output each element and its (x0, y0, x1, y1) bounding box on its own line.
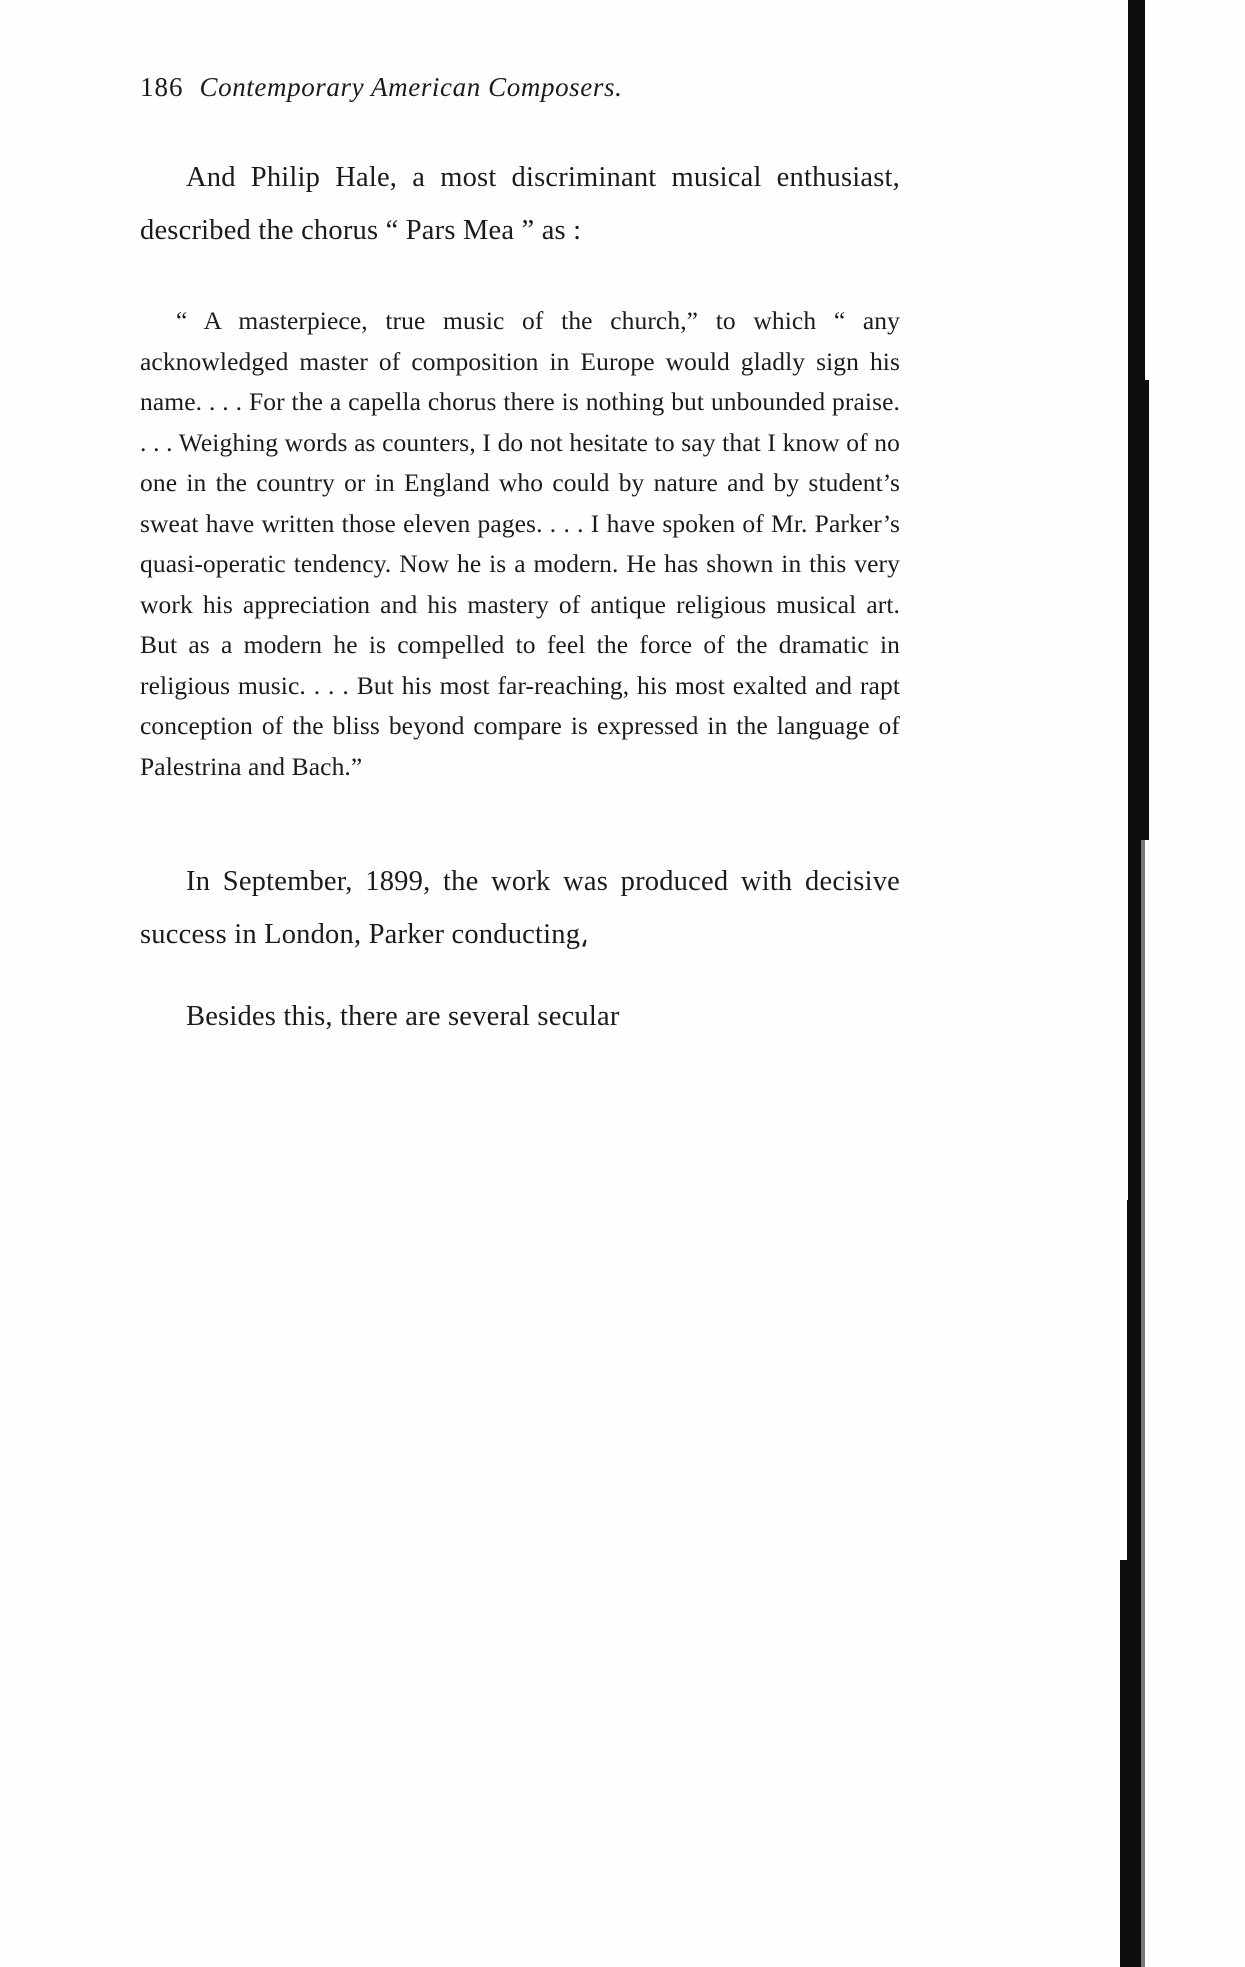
paragraph-besides-this: Besides this, there are several secular (186, 1000, 620, 1032)
page-content (140, 0, 900, 1071)
paragraph-september-1899: In September, 1899, the work was produced with decisive success in London, Parker conducting⸲ (140, 866, 900, 950)
scan-edge-shadow (1115, 0, 1245, 1967)
running-title: Contemporary American Composers. (199, 72, 623, 102)
running-head (140, 72, 900, 103)
block-quotation-hale-review: “ A masterpiece, true music of the church,” to which “ any acknowledged master of composition in Europe would gladly sign his name. . . . For the a capella chorus there is nothing but unbounded praise. . . . Weighing words as counters, I do not hesitate to say that I know of no one in the country or in England who could by nature and by student’s sweat have written those eleven pages. . . . I have spoken of Mr. Parker’s quasi-operatic tendency. Now he is a modern. He has shown in this very work his appreciation and his mastery of antique religious musical art. But as a modern he is compelled to feel the force of the dramatic in religious music. . . . But his most far-reaching, his most exalted and rapt conception of the bliss beyond compare is expressed in the language of Palestrina and Bach.” (140, 306, 900, 781)
page-number: 186 (140, 72, 184, 102)
paragraph-hale-quote-intro: And Philip Hale, a most discriminant musical enthusiast, described the chorus “ Pars Mea ” as : (140, 162, 900, 246)
